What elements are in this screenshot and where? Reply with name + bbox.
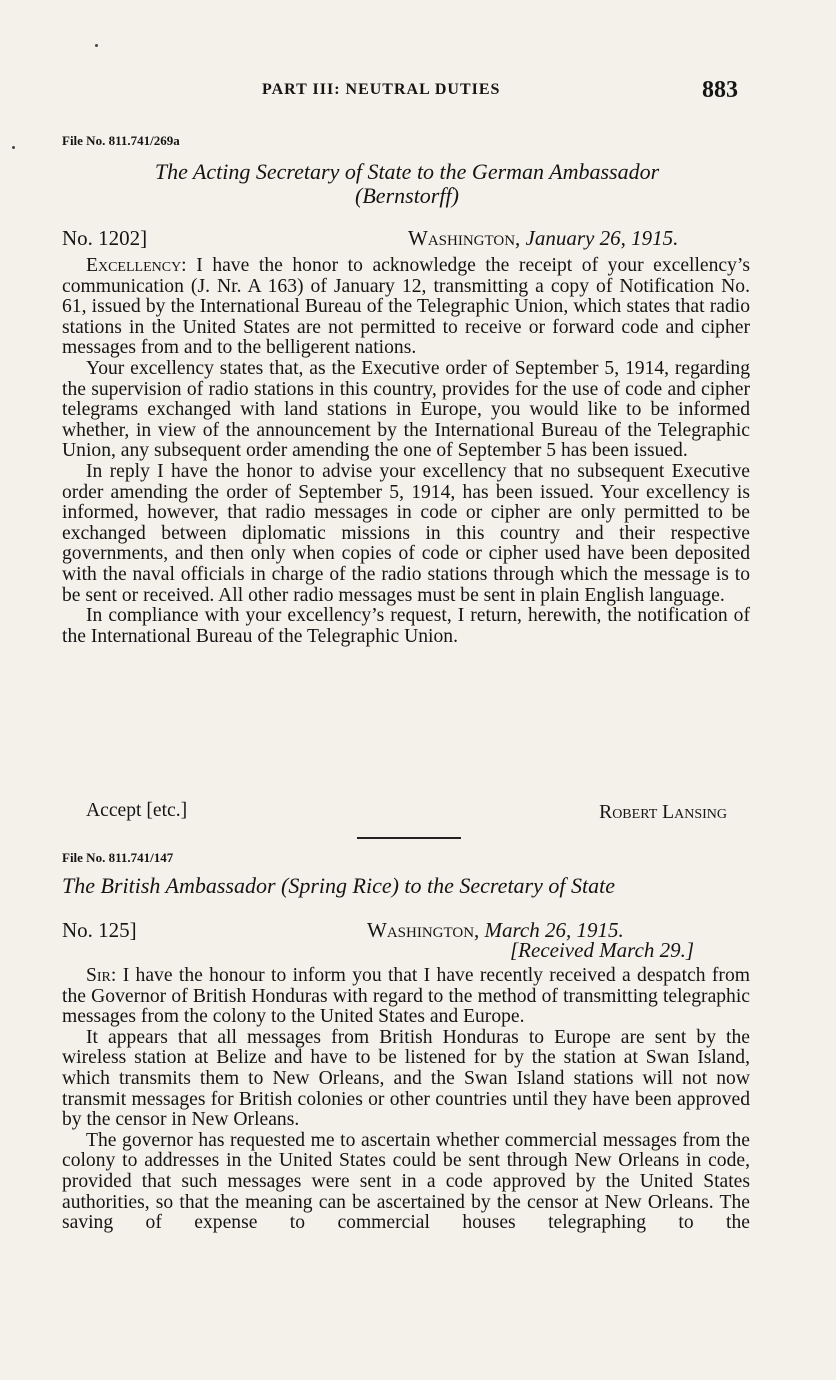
title-line-2: (Bernstorff) (355, 183, 459, 208)
date: January 26, 1915. (525, 226, 679, 250)
signature: Robert Lansing (599, 802, 727, 823)
running-header: PART III: NEUTRAL DUTIES (262, 81, 501, 98)
salutation: Excellency: (86, 255, 187, 276)
received-date: [Received March 29.] (510, 938, 695, 962)
letter-body-1 (62, 256, 750, 647)
despatch-number: No. 1202] (62, 226, 148, 250)
print-speck (95, 44, 98, 47)
print-speck (12, 146, 15, 149)
paragraph: In reply I have the honor to advise your excellency that no subsequent Executive order amending the order of September 5, 1914, has been issued. Your excellency is informed, however, that radio messages in code or cipher are only permitted to be exchanged between diplomatic missions in this country and their respective governments, and then only when copies of code or cipher used have been deposited with the naval officials in charge of the radio stations through which the message is to be sent or received. All other radio messages must be sent in plain English language. (62, 460, 750, 606)
place: Washington, (408, 226, 521, 250)
paragraph: It appears that all messages from British Honduras to Europe are sent by the wireless station at Belize and have to be listened for by the station at Swan Island, which transmits them to New Orleans, and the Swan Island stations will not now transmit messages for British colonies or other countries until they have been approved by the censor in New Orleans. (62, 1026, 750, 1131)
document-title-1 (62, 160, 752, 208)
paragraph: Your excellency states that, as the Executive order of September 5, 1914, regarding the supervision of radio stations in this country, provides for the use of code and cipher telegrams exchanged with land stations in Europe, you would like to be informed whether, in view of the announcement by the International Bureau of the Telegraphic Union, any subsequent order amending the one of September 5 has been issued. (62, 357, 750, 462)
letter-body-2 (62, 966, 750, 1234)
place-date (408, 226, 678, 251)
closing-formula: Accept [etc.] (86, 800, 188, 821)
file-number-2: File No. 811.741/147 (62, 850, 174, 865)
salutation: Sir: (86, 965, 117, 986)
paragraph: Excellency: I have the honor to acknowledge the receipt of your excellency’s communication (J. Nr. A 163) of January 12, transmitting a copy of Notification No. 61, issued by the International Bureau of the Telegraphic Union, which states that radio stations in the United States are not permitted to receive or forward code and cipher messages from and to the belligerent nations. (62, 255, 750, 359)
paragraph: Sir: I have the honour to inform you that I have recently received a despatch from the Governor of British Honduras with regard to the method of transmitting telegraphic messages from the colony to the United States and Europe. (62, 965, 750, 1028)
page-number: 883 (702, 77, 738, 103)
section-divider (357, 837, 461, 839)
paragraph: The governor has requested me to ascertain whether commercial messages from the colony to addresses in the United States could be sent through New Orleans in code, provided that such messages were sent in a code approved by the United States authorities, so that the meaning can be ascertained by the censor at New Orleans. The saving of expense to commercial houses telegraphing to the (62, 1129, 750, 1234)
document-title-2: The British Ambassador (Spring Rice) to the Secretary of State (62, 873, 615, 898)
title-line-1: The Acting Secretary of State to the German Ambassador (154, 159, 660, 184)
paragraph: In compliance with your excellency’s request, I return, herewith, the notification of the International Bureau of the Telegraphic Union. (62, 605, 750, 647)
despatch-number: No. 125] (62, 918, 137, 942)
place: Washington, (367, 918, 480, 942)
file-number-1: File No. 811.741/269a (62, 133, 180, 148)
date: March 26, 1915. (484, 918, 624, 942)
